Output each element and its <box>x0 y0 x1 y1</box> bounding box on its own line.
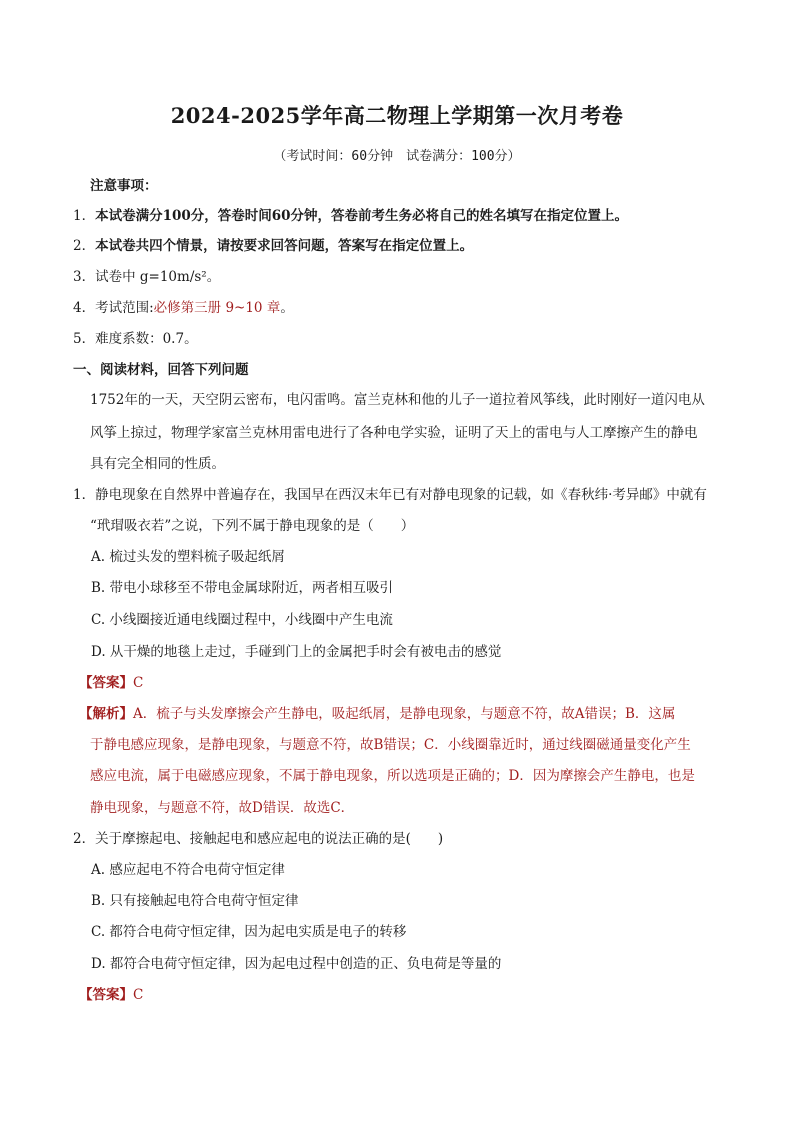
q1-analysis-line: 感应电流，属于电磁感应现象，不属于静电现象，所以选项是正确的；D．因为摩擦会产生静电，也是 <box>90 768 695 784</box>
exam-subtitle: （考试时间：60分钟 试卷满分：100分） <box>273 149 521 164</box>
notice-item-num: 4． <box>73 300 96 316</box>
analysis-label: 【解析】 <box>79 706 133 722</box>
q1-option-c: C. 小线圈接近通电线圈过程中，小线圈中产生电流 <box>91 612 393 628</box>
section1-heading: 一、阅读材料，回答下列问题 <box>73 362 249 378</box>
notice-item-text: 本试卷满分100分，答卷时间60分钟，答卷前考生务必将自己的姓名填写在指定位置上。 <box>95 208 629 224</box>
q2-option-c: C. 都符合电荷守恒定律，因为起电实质是电子的转移 <box>91 924 407 940</box>
passage-line: 具有完全相同的性质。 <box>90 456 225 472</box>
q2-stem: 2．关于摩擦起电、接触起电和感应起电的说法正确的是( ) <box>73 831 444 847</box>
exam-title: 2024-2025学年高二物理上学期第一次月考卷 <box>170 103 624 128</box>
exam-scope: 必修第三册 9~10 章 <box>153 300 281 316</box>
notice-item-4 <box>73 298 733 318</box>
q2-option-b: B. 只有接触起电符合电荷守恒定律 <box>91 893 299 909</box>
q1-analysis-line: 于静电感应现象，是静电现象，与题意不符，故B错误；C．小线圈靠近时，通过线圈磁通量变化产生 <box>90 737 691 753</box>
q2-option-a: A. 感应起电不符合电荷守恒定律 <box>91 862 285 878</box>
notice-item-num: 2． <box>73 238 96 254</box>
answer-label: 【答案】 <box>79 675 133 691</box>
notice-item-text: 难度系数：0.7。 <box>95 331 198 347</box>
q1-stem-line: “玳瑁吸衣若”之说，下列不属于静电现象的是（ ） <box>90 518 415 534</box>
answer-value: C <box>133 987 144 1003</box>
q2-answer <box>79 985 739 1005</box>
q2-option-d: D. 都符合电荷守恒定律，因为起电过程中创造的正、负电荷是等量的 <box>91 956 502 972</box>
notice-item-prefix: 考试范围: <box>95 300 154 316</box>
answer-label: 【答案】 <box>79 987 133 1003</box>
notice-item-2 <box>73 236 733 256</box>
passage-line: 1752年的一天，天空阴云密布，电闪雷鸣。富兰克林和他的儿子一道拉着风筝线，此时刚好一道闪电从 <box>90 392 705 408</box>
notice-item-5 <box>73 329 733 349</box>
notice-item-text: 试卷中 g=10m/s²。 <box>95 269 221 285</box>
q1-option-b: B. 带电小球移至不带电金属球附近，两者相互吸引 <box>91 580 394 596</box>
answer-value: C <box>133 675 144 691</box>
q1-answer <box>79 673 739 693</box>
notice-item-suffix: 。 <box>280 300 294 316</box>
notice-item-num: 3． <box>73 269 96 285</box>
notice-item-num: 1． <box>73 208 96 224</box>
q1-analysis-line <box>79 704 739 724</box>
analysis-text: A．梳子与头发摩擦会产生静电，吸起纸屑，是静电现象，与题意不符，故A错误；B．这属 <box>133 706 676 722</box>
notice-item-num: 5． <box>73 331 96 347</box>
q1-analysis-line: 静电现象，与题意不符，故D错误．故选C． <box>90 800 355 816</box>
notice-item-3 <box>73 267 733 287</box>
q1-stem-line: 1．静电现象在自然界中普遍存在，我国早在西汉末年已有对静电现象的记载，如《春秋纬·考异邮》中就有 <box>73 487 707 503</box>
notice-item-1 <box>73 206 733 226</box>
notice-heading: 注意事项： <box>90 178 158 194</box>
q1-option-a: A. 梳过头发的塑料梳子吸起纸屑 <box>91 549 285 565</box>
passage-line: 风筝上掠过，物理学家富兰克林用雷电进行了各种电学实验，证明了天上的雷电与人工摩擦产生的静电 <box>90 425 698 441</box>
notice-item-text: 本试卷共四个情景，请按要求回答问题，答案写在指定位置上。 <box>95 238 474 254</box>
q1-option-d: D. 从干燥的地毯上走过，手碰到门上的金属把手时会有被电击的感觉 <box>91 644 502 660</box>
